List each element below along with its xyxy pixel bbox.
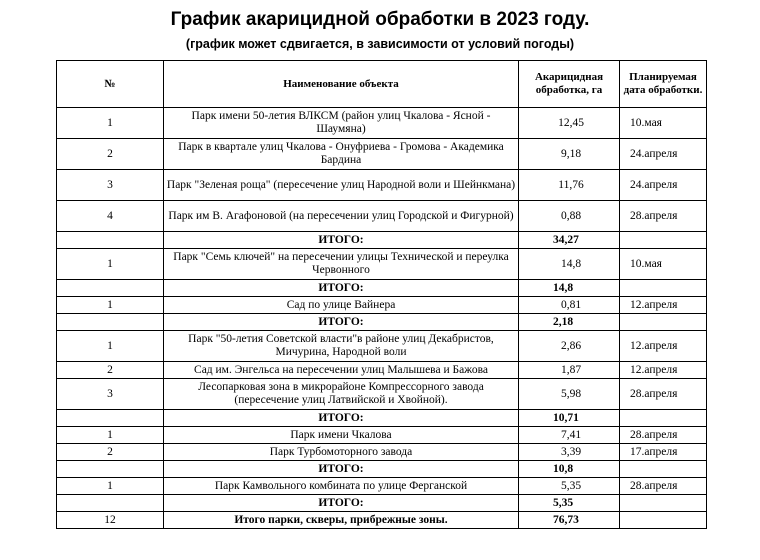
row-date: 28.апреля <box>620 379 707 410</box>
row-date: 24.апреля <box>620 170 707 201</box>
row-date: 10.мая <box>620 108 707 139</box>
table-row <box>57 297 707 314</box>
table-header-row <box>57 61 707 108</box>
row-date <box>620 495 707 512</box>
row-date <box>620 314 707 331</box>
row-date <box>620 232 707 249</box>
subtotal-area: 10,71 <box>519 410 620 427</box>
row-number: 1 <box>57 427 164 444</box>
row-object-name: Парк "Семь ключей" на пересечении улицы Технической и переулка Червонного <box>164 249 519 280</box>
table-row <box>57 201 707 232</box>
table-row <box>57 249 707 280</box>
row-number: 3 <box>57 170 164 201</box>
header-planned-date: Планируемая дата обработки. <box>620 61 707 108</box>
row-date <box>620 512 707 529</box>
subtotal-label: ИТОГО: <box>164 410 519 427</box>
table-row <box>57 478 707 495</box>
row-date: 24.апреля <box>620 139 707 170</box>
row-date: 12.апреля <box>620 331 707 362</box>
row-area: 11,76 <box>519 170 620 201</box>
row-area: 12,45 <box>519 108 620 139</box>
table-row <box>57 444 707 461</box>
row-area: 0,88 <box>519 201 620 232</box>
row-area: 2,86 <box>519 331 620 362</box>
row-date <box>620 410 707 427</box>
table-row <box>57 331 707 362</box>
row-object-name: Сад по улице Вайнера <box>164 297 519 314</box>
row-area: 9,18 <box>519 139 620 170</box>
row-number <box>57 495 164 512</box>
row-object-name: Парк Турбомоторного завода <box>164 444 519 461</box>
row-number <box>57 232 164 249</box>
row-area: 5,98 <box>519 379 620 410</box>
row-date: 28.апреля <box>620 478 707 495</box>
row-number: 1 <box>57 331 164 362</box>
row-area: 0,81 <box>519 297 620 314</box>
grand-total-label: Итого парки, скверы, прибрежные зоны. <box>164 512 519 529</box>
header-object-name: Наименование объекта <box>164 61 519 108</box>
row-number: 2 <box>57 362 164 379</box>
row-number: 1 <box>57 108 164 139</box>
row-object-name: Парк имени Чкалова <box>164 427 519 444</box>
row-number: 2 <box>57 139 164 170</box>
row-number: 1 <box>57 297 164 314</box>
row-date <box>620 280 707 297</box>
row-date: 28.апреля <box>620 201 707 232</box>
row-object-name: Парк "Зеленая роща" (пересечение улиц Народной воли и Шейнкмана) <box>164 170 519 201</box>
subtotal-row <box>57 461 707 478</box>
subtotal-label: ИТОГО: <box>164 232 519 249</box>
row-number <box>57 314 164 331</box>
row-date: 17.апреля <box>620 444 707 461</box>
subtotal-row <box>57 495 707 512</box>
row-area: 3,39 <box>519 444 620 461</box>
row-date <box>620 461 707 478</box>
subtotal-label: ИТОГО: <box>164 461 519 478</box>
subtotal-row <box>57 314 707 331</box>
subtotal-area: 34,27 <box>519 232 620 249</box>
subtotal-row <box>57 410 707 427</box>
table-row <box>57 379 707 410</box>
row-number: 1 <box>57 249 164 280</box>
subtotal-area: 5,35 <box>519 495 620 512</box>
subtotal-area: 10,8 <box>519 461 620 478</box>
row-number: 2 <box>57 444 164 461</box>
subtotal-area: 2,18 <box>519 314 620 331</box>
table-row <box>57 427 707 444</box>
row-area: 5,35 <box>519 478 620 495</box>
row-number <box>57 410 164 427</box>
subtotal-row <box>57 280 707 297</box>
row-number <box>57 461 164 478</box>
row-area: 1,87 <box>519 362 620 379</box>
row-number: 3 <box>57 379 164 410</box>
page-subtitle: (график может сдвигается, в зависимости от условий погоды) <box>185 37 575 51</box>
row-object-name: Лесопарковая зона в микрорайоне Компрессорного завода (пересечение улиц Латвийской и Хвойной). <box>164 379 519 410</box>
subtotal-label: ИТОГО: <box>164 314 519 331</box>
subtotal-label: ИТОГО: <box>164 280 519 297</box>
row-object-name: Парк Камвольного комбината по улице Ферганской <box>164 478 519 495</box>
row-object-name: Сад им. Энгельса на пересечении улиц Малышева и Бажова <box>164 362 519 379</box>
row-object-name: Парк имени 50-летия ВЛКСМ (район улиц Чкалова - Ясной - Шаумяна) <box>164 108 519 139</box>
table-row <box>57 170 707 201</box>
row-area: 14,8 <box>519 249 620 280</box>
row-number <box>57 280 164 297</box>
subtotal-row <box>57 232 707 249</box>
row-date: 12.апреля <box>620 297 707 314</box>
row-object-name: Парк им В. Агафоновой (на пересечении улиц Городской и Фигурной) <box>164 201 519 232</box>
row-area: 7,41 <box>519 427 620 444</box>
grand-total-row <box>57 512 707 529</box>
grand-total-area: 76,73 <box>519 512 620 529</box>
row-number: 4 <box>57 201 164 232</box>
row-date: 28.апреля <box>620 427 707 444</box>
row-number: 1 <box>57 478 164 495</box>
row-object-name: Парк "50-летия Советской власти"в районе улиц Декабристов, Мичурина, Народной воли <box>164 331 519 362</box>
row-date: 12.апреля <box>620 362 707 379</box>
subtotal-label: ИТОГО: <box>164 495 519 512</box>
header-treatment-area: Акарицидная обработка, га <box>519 61 620 108</box>
schedule-table <box>56 60 707 529</box>
page-title: График акарицидной обработки в 2023 году. <box>170 9 590 30</box>
row-date: 10.мая <box>620 249 707 280</box>
table-row <box>57 108 707 139</box>
row-number: 12 <box>57 512 164 529</box>
header-number: № <box>57 61 164 108</box>
table-row <box>57 362 707 379</box>
row-object-name: Парк в квартале улиц Чкалова - Онуфриева - Громова - Академика Бардина <box>164 139 519 170</box>
subtotal-area: 14,8 <box>519 280 620 297</box>
table-row <box>57 139 707 170</box>
